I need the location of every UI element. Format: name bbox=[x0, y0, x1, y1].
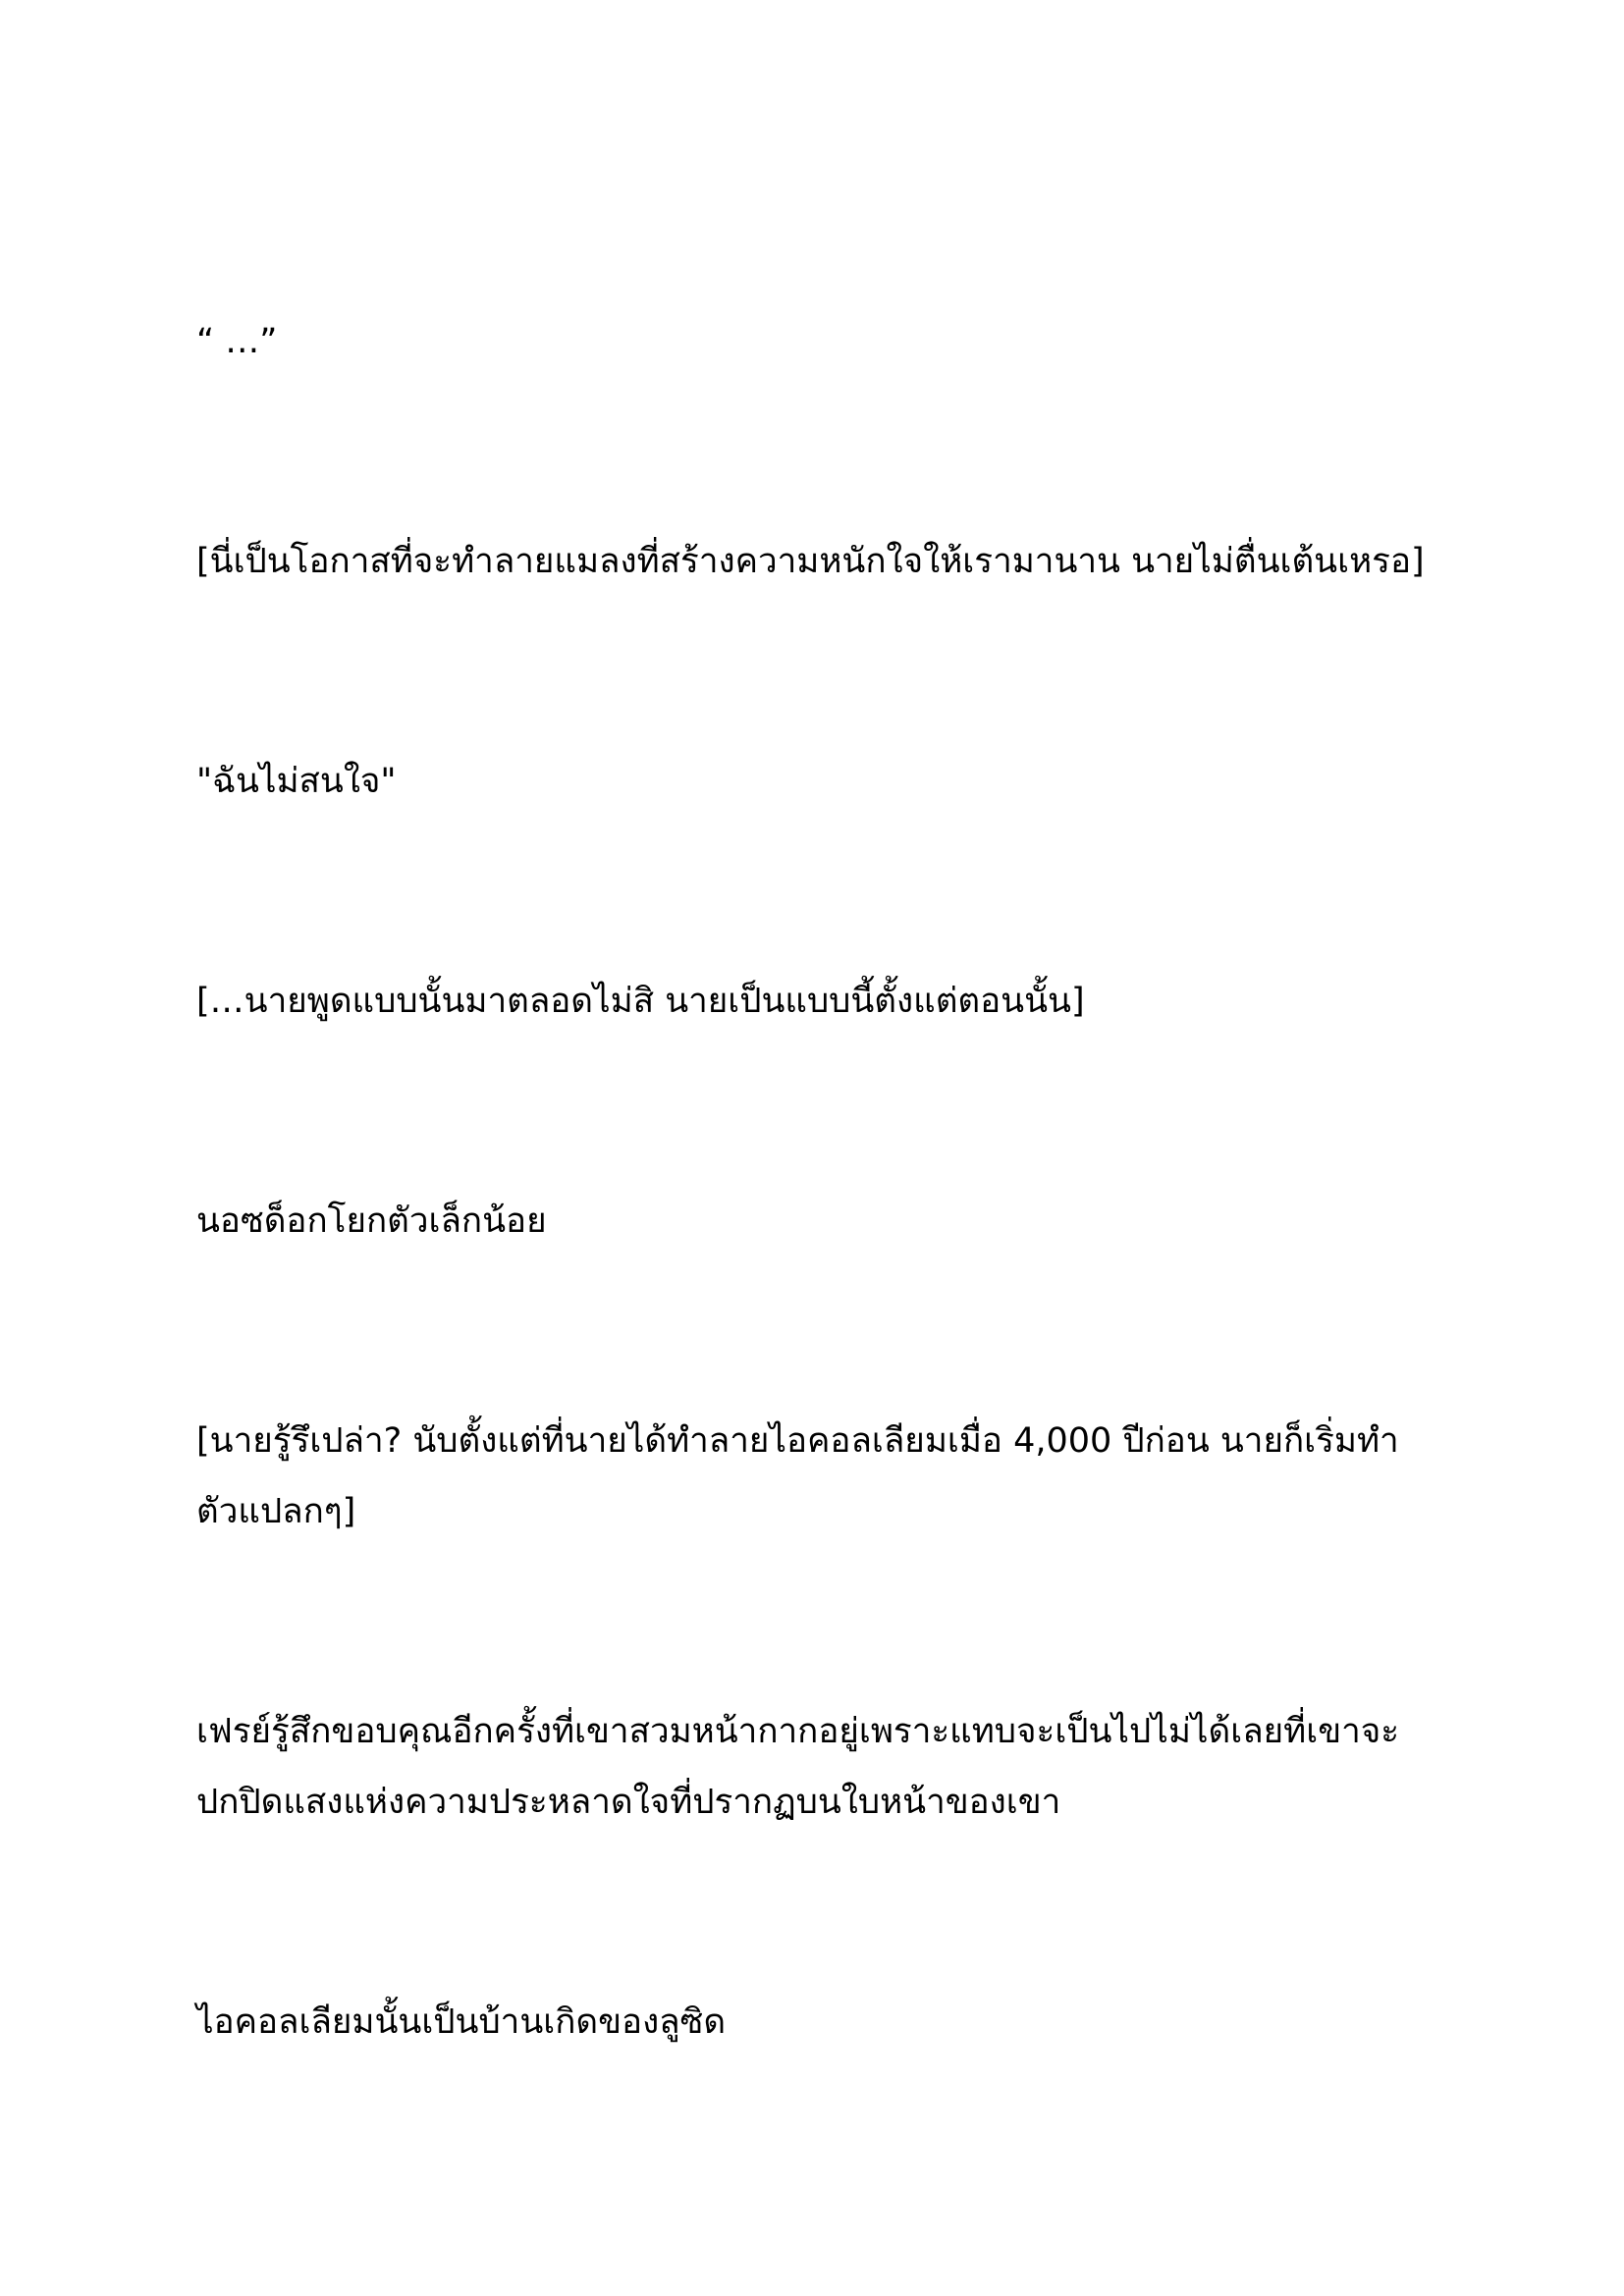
paragraph-line: “ …” bbox=[196, 322, 278, 361]
paragraph-line: นอซด็อกโยกตัวเล็กน้อย bbox=[196, 1201, 547, 1241]
paragraph-narration-2 bbox=[196, 1696, 1434, 1838]
paragraph-line: [นายรู้รึเปล่า? นับตั้งแต่ที่นายได้ทำลายไอคอลเลียมเมื่อ 4,000 ปีก่อน นายก็เริ่มทำ bbox=[196, 1421, 1399, 1461]
paragraph-narration-1 bbox=[196, 1186, 1434, 1256]
paragraph-line: […นายพูดแบบนั้นมาตลอดไม่สิ นายเป็นแบบนี้ตั้งแต่ตอนนั้น] bbox=[196, 982, 1085, 1021]
paragraph-dialogue-1 bbox=[196, 746, 1434, 817]
paragraph-system-message-1 bbox=[196, 526, 1434, 597]
paragraph-line: ปกปิดแสงแห่งความประหลาดใจที่ปรากฏบนใบหน้าของเขา bbox=[196, 1783, 1061, 1822]
paragraph-line: ตัวแปลกๆ] bbox=[196, 1492, 356, 1531]
paragraph-ellipsis-quote bbox=[196, 306, 1434, 377]
paragraph-line: "ฉันไม่สนใจ" bbox=[196, 762, 397, 801]
paragraph-line: ไอคอลเลียมนั้นเป็นบ้านเกิดของลูซิด bbox=[196, 2002, 727, 2042]
paragraph-system-message-3 bbox=[196, 1406, 1434, 1547]
paragraph-line: เฟรย์รู้สึกขอบคุณอีกครั้งที่เขาสวมหน้ากากอยู่เพราะแทบจะเป็นไปไม่ได้เลยที่เขาจะ bbox=[196, 1712, 1400, 1751]
paragraph-narration-3 bbox=[196, 1987, 1434, 2057]
paragraph-system-message-2 bbox=[196, 966, 1434, 1037]
paragraph-line: [นี่เป็นโอกาสที่จะทำลายแมลงที่สร้างความหนักใจให้เรามานาน นายไม่ตื่นเต้นเหรอ] bbox=[196, 542, 1425, 581]
